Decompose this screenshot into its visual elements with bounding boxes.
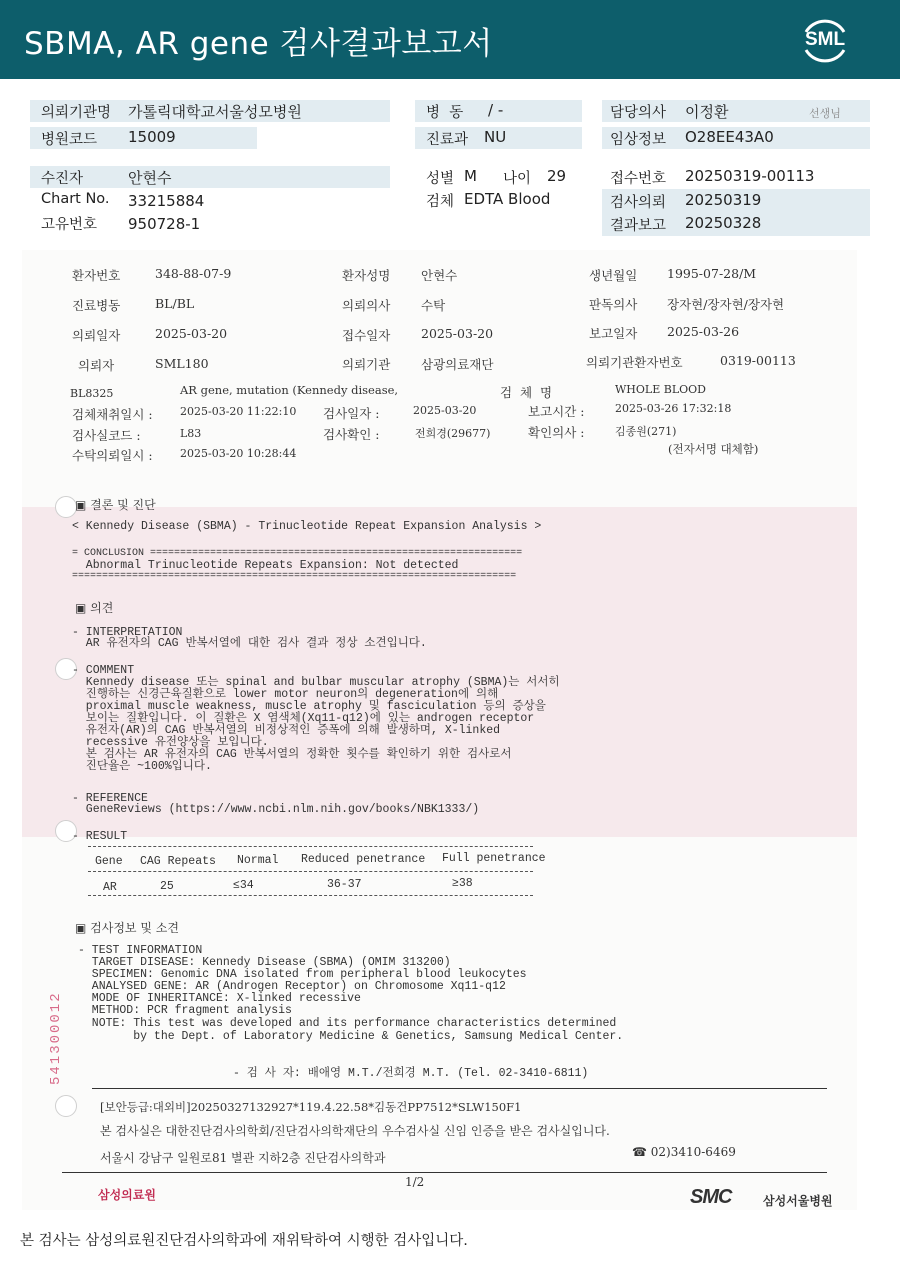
comment-head: - COMMENT [72,664,135,677]
result-header-full: Full penetrance [442,852,546,865]
scan-test-code: BL8325 [70,387,114,400]
result-head: - RESULT [72,830,128,843]
result-header-cag: CAG Repeats [140,855,216,868]
analysis-title: < Kennedy Disease (SBMA) - Trinucleotide Repeat Expansion Analysis > [72,520,542,533]
report-value: 20250328 [685,214,762,232]
tester-line: - 검 사 자: 배애영 M.T./전희경 M.T. (Tel. 02-3410-6811) [233,1067,589,1080]
result-cell-gene: AR [103,881,117,894]
comment-line: 진행하는 신경근육질환으로 lower motor neuron의 degeneration에 의해 [72,688,499,701]
smc-hospital-name: 삼성서울병원 [763,1194,833,1208]
scan-label-birth: 생년월일 [589,268,638,283]
scan-req-doctor: 수탁 [421,298,446,313]
doctor-value: 이정환 [685,103,729,121]
scan-confirm-doc-label: 확인의사 : [528,425,585,440]
report-header [0,0,900,79]
scan-label-req-date: 의뢰일자 [72,328,121,343]
result-cell-reduced: 36-37 [327,878,362,891]
scan-room-label: 검사실코드 : [72,428,141,443]
chart-value: 33215884 [128,192,205,210]
scan-label-req-doctor: 의뢰의사 [342,298,391,313]
hospital-code-value: 15009 [128,128,176,146]
comment-line: 보이는 질환입니다. 이 질환은 X 염색체(Xq11-q12)에 있는 androgen receptor [72,712,535,725]
scan-consign-label: 수탁의뢰일시 : [72,448,153,463]
scan-confirm-label: 검사확인 : [323,427,380,442]
ref-text: GeneReviews (https://www.ncbi.nlm.nih.gov/books/NBK1333/) [72,803,480,816]
testinfo-line: METHOD: PCR fragment analysis [78,1004,292,1017]
request-value: 20250319 [685,191,762,209]
comment-line: Kennedy disease 또는 spinal and bulbar muscular atrophy (SBMA)는 서서히 [72,676,560,689]
result-cell-normal: ≤34 [233,879,254,892]
patient-bar [30,166,390,188]
ref-head: - REFERENCE [72,792,148,805]
receipt-label: 접수번호 [610,171,667,187]
footer-divider [62,1172,827,1173]
scan-collect: 2025-03-20 11:22:10 [180,405,297,418]
scan-label-report-date: 보고일자 [589,326,638,341]
doctor-label: 담당의사 [610,105,667,121]
scan-consign: 2025-03-20 10:28:44 [180,447,297,460]
comment-line: 유전자(AR)의 CAG 반복서열의 비정상적인 증폭에 의해 발생하며, X-linked [72,724,501,737]
comment-line: recessive 유전양상을 보입니다. [72,736,269,749]
clinical-value: O28EE43A0 [685,128,774,146]
sml-logo-text: SML [804,29,846,50]
scan-specimen-label: 검 체 명 [500,385,553,400]
scan-collect-label: 검체채취일시 : [72,407,153,422]
patient-value: 안현수 [128,169,172,187]
result-table-rule [88,895,533,896]
id-label: 고유번호 [41,217,98,233]
scan-req-inst: 삼광의료재단 [421,357,494,372]
id-value: 950728-1 [128,215,201,233]
result-header-gene: Gene [95,855,123,868]
testinfo-line: ANALYSED GENE: AR (Androgen Receptor) on Chromosome Xq11-q12 [78,980,506,993]
scan-report-time: 2025-03-26 17:32:18 [615,402,732,415]
clinical-label: 임상정보 [610,132,667,148]
doctor-suffix: 선생님 [809,107,841,120]
certification-line: 본 검사실은 대한진단검사의학회/진단검사의학재단의 우수검사실 신임 인증을 받은 검사실입니다. [100,1124,610,1138]
scan-label-inst-patient-no: 의뢰기관환자번호 [586,355,683,370]
specimen-value: EDTA Blood [464,190,551,208]
scan-patient-name: 안현수 [421,268,458,283]
receipt-value: 20250319-00113 [685,167,815,185]
dept-label: 진료과 [426,132,469,148]
hospital-code-label: 병원코드 [41,132,98,148]
scan-requester: SML180 [155,356,209,371]
scan-label-reading: 판독의사 [589,297,638,312]
scan-test-date-label: 검사일자 : [323,406,380,421]
scan-label-patient-name: 환자성명 [342,268,391,283]
scan-req-date: 2025-03-20 [155,326,228,341]
scan-report-date: 2025-03-26 [667,324,740,339]
scan-test-date: 2025-03-20 [413,404,477,417]
scan-reading: 장자현/장자현/장자현 [667,297,785,312]
section-testinfo: ▣ 검사정보 및 소견 [75,921,179,935]
scan-room: L83 [180,427,202,440]
punch-hole [55,1095,77,1117]
scan-label-req-inst: 의뢰기관 [342,357,391,372]
scan-label-ward: 진료병동 [72,298,121,313]
security-line: [보안등급:대외비]20250327132927*119.4.22.58*김동건PP7512*SLW150F1 [100,1100,522,1114]
samsung-medical-logo: 삼성의료원 [98,1188,156,1202]
request-label: 검사의뢰 [610,195,667,211]
testinfo-line: TARGET DISEASE: Kennedy Disease (SBMA) (OMIM 313200) [78,956,451,969]
scan-inst-patient-no: 0319-00113 [720,353,796,368]
result-cell-full: ≥38 [452,877,473,890]
scan-label-receipt-date: 접수일자 [342,328,391,343]
scan-confirm: 전희경(29677) [415,427,491,440]
ward-label: 병 동 [426,105,464,121]
section-opinion: ▣ 의견 [75,601,114,615]
result-header-reduced: Reduced penetrance [301,853,426,866]
result-cell-cag: 25 [160,880,174,893]
specimen-label: 검체 [426,194,455,210]
scan-esign: (전자서명 대체함) [668,442,759,456]
footer-divider [92,1088,827,1089]
testinfo-line: - TEST INFORMATION [78,944,203,957]
scan-specimen: WHOLE BLOOD [615,383,706,396]
scan-report-time-label: 보고시간 : [528,404,585,419]
dept-value: NU [484,128,507,146]
scan-confirm-doc: 김종원(271) [615,425,677,438]
scan-patient-no: 348-88-07-9 [155,266,232,281]
sml-logo [796,12,854,70]
ward-value: / - [488,101,504,119]
age-value: 29 [547,167,567,185]
testinfo-line: by the Dept. of Laboratory Medicine & Genetics, Samsung Medical Center. [78,1030,624,1043]
vertical-document-number: 541300012 [48,991,64,1085]
sex-label: 성별 [426,171,455,187]
institution-label: 의뢰기관명 [41,105,112,121]
report-label: 결과보고 [610,218,667,234]
equals-line: ========================================================================== [72,571,517,582]
comment-line: 진단율은 ~100%입니다. [72,760,212,773]
chart-label: Chart No. [41,191,110,207]
punch-hole [55,496,77,518]
report-title: SBMA, AR gene 검사결과보고서 [24,26,493,62]
testinfo-line: SPECIMEN: Genomic DNA isolated from peripheral blood leukocytes [78,968,527,981]
institution-value: 가톨릭대학교서울성모병원 [128,103,302,121]
smc-logo: SMC [690,1186,732,1208]
comment-line: proximal muscle weakness, muscle atrophy 및 fasciculation 등의 증상을 [72,700,546,713]
interp-text: AR 유전자의 CAG 반복서열에 대한 검사 결과 정상 소견입니다. [72,637,427,650]
scan-test-name: AR gene, mutation (Kennedy disease, [180,383,399,397]
section-conclusion: ▣ 결론 및 진단 [75,498,156,512]
lab-address: 서울시 강남구 일원로81 별관 지하2층 진단검사의학과 [100,1151,386,1165]
scan-birth: 1995-07-28/M [667,266,757,281]
comment-line: 본 검사는 AR 유전자의 CAG 반복서열의 정확한 횟수를 확인하기 위한 검사로서 [72,748,512,761]
sex-value: M [464,167,477,185]
lab-phone: ☎ 02)3410-6469 [632,1145,736,1159]
scan-receipt-date: 2025-03-20 [421,326,494,341]
scan-ward: BL/BL [155,296,195,311]
conclusion-text: Abnormal Trinucleotide Repeats Expansion: Not detected [72,559,459,572]
page-number: 1/2 [405,1175,425,1189]
interp-head: - INTERPRETATION [72,626,183,639]
testinfo-line: NOTE: This test was developed and its performance characteristics determined [78,1017,617,1030]
testinfo-line: MODE OF INHERITANCE: X-linked recessive [78,992,361,1005]
scan-label-requester: 의뢰자 [78,358,115,373]
result-header-normal: Normal [237,854,279,867]
bottom-note: 본 검사는 삼성의료원진단검사의학과에 재위탁하여 시행한 검사입니다. [20,1233,468,1249]
result-table-rule [88,846,533,847]
scan-label-patient-no: 환자번호 [72,268,121,283]
conclusion-line: = CONCLUSION ============================================================== [72,548,523,559]
patient-label: 수진자 [41,171,84,187]
result-table-rule [88,871,533,872]
age-label: 나이 [503,171,532,187]
